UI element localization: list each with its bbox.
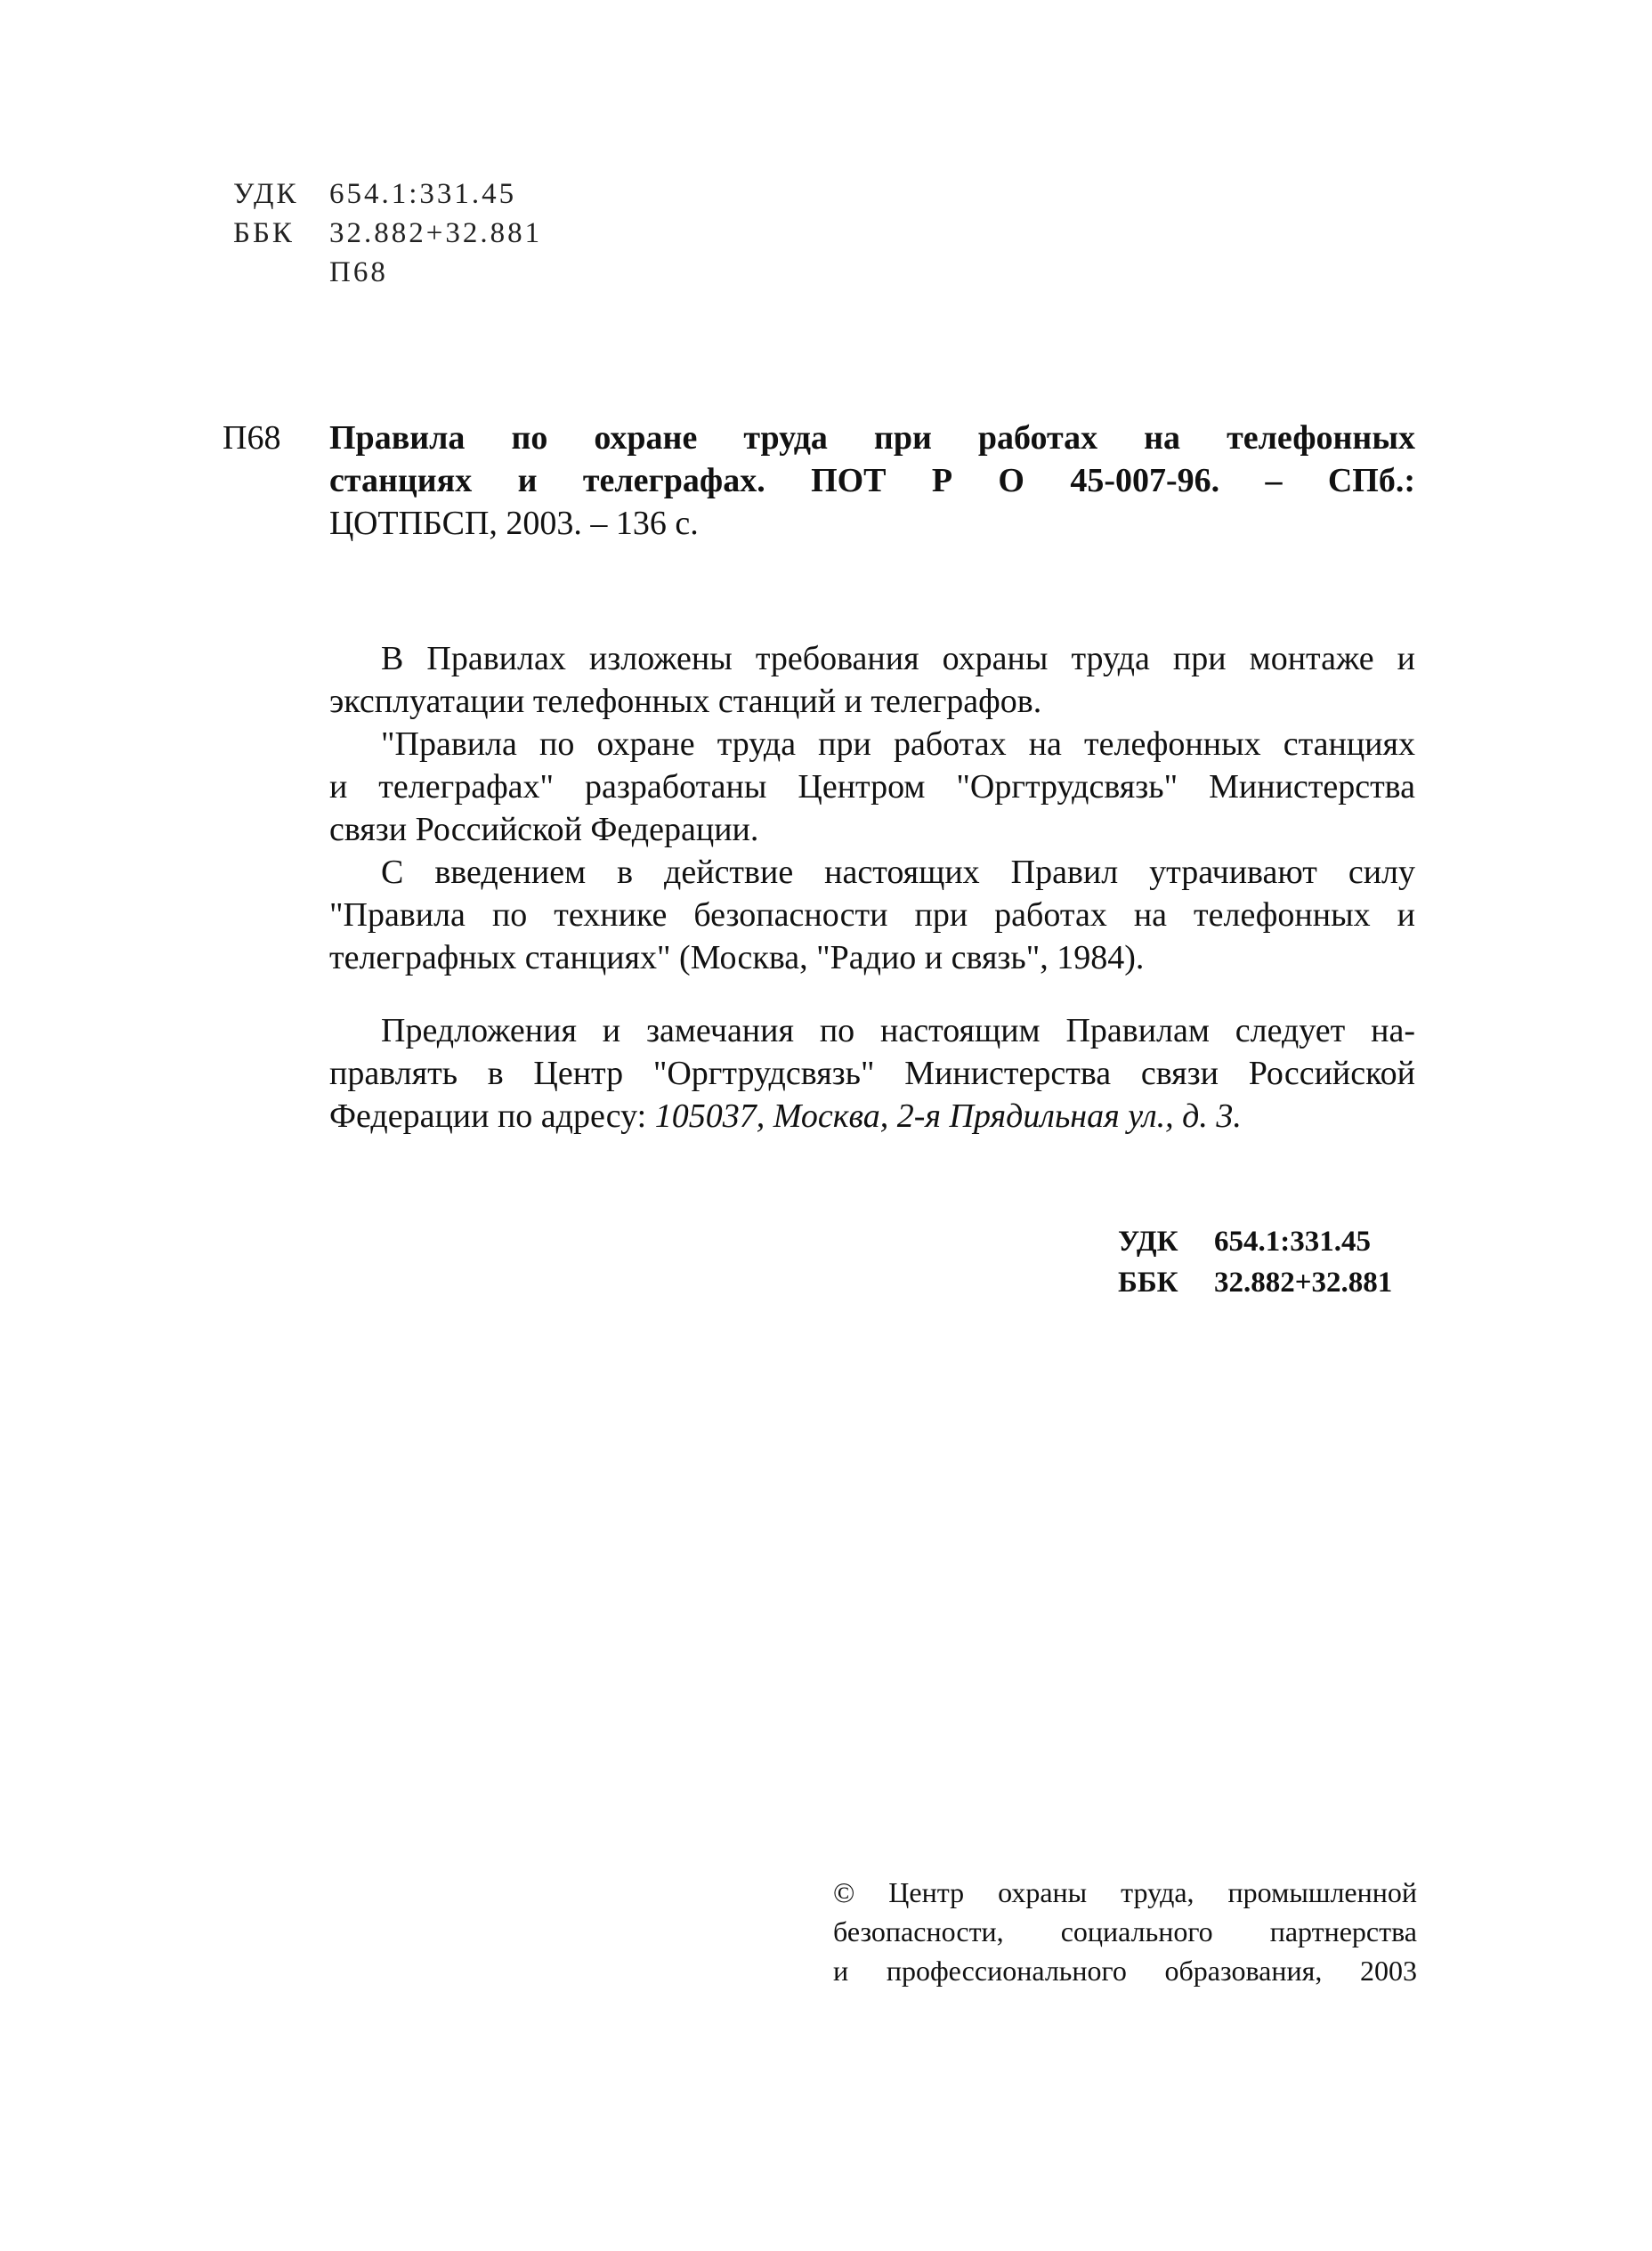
udk-row-bottom bbox=[1118, 1221, 1392, 1262]
postal-address: 105037, Москва, 2-я Прядильная ул., д. 3. bbox=[654, 1097, 1242, 1135]
bbk-row-bottom bbox=[1118, 1262, 1392, 1303]
bbk-value: 32.882+32.881 bbox=[329, 217, 543, 249]
abstract bbox=[329, 637, 1415, 979]
bbk-label: ББК bbox=[233, 217, 295, 249]
copyright-notice bbox=[833, 1873, 1417, 1990]
feedback-line-address bbox=[329, 1095, 1415, 1138]
abstract-line: "Правила по технике безопасности при работах на телефонных и bbox=[329, 896, 1415, 934]
title-line-publisher: ЦОТПБСП, 2003. – 136 с. bbox=[329, 505, 699, 542]
feedback-prefix: Федерации по адресу: bbox=[329, 1097, 655, 1135]
feedback-paragraph bbox=[329, 1009, 1415, 1138]
classification-bottom bbox=[1118, 1221, 1392, 1303]
bibliographic-title bbox=[329, 417, 1415, 545]
title-author-code: П68 bbox=[223, 419, 281, 457]
feedback-line: правлять в Центр "Оргтрудсвязь" Министерства связи Российской bbox=[329, 1055, 1415, 1092]
abstract-line: связи Российской Федерации. bbox=[329, 811, 759, 848]
bbk-row-top bbox=[233, 214, 542, 253]
copyright-line: © Центр охраны труда, промышленной bbox=[833, 1876, 1417, 1908]
author-code: П68 bbox=[329, 256, 388, 288]
feedback-line: Предложения и замечания по настоящим Правилам следует на- bbox=[381, 1012, 1415, 1049]
udk-value: 654.1:331.45 bbox=[329, 178, 517, 210]
udk-row-top bbox=[233, 174, 542, 214]
copyright-line: и профессионального образования, 2003 bbox=[833, 1955, 1417, 1987]
abstract-line: телеграфных станциях" (Москва, "Радио и связь", 1984). bbox=[329, 939, 1145, 976]
title-line: станциях и телеграфах. ПОТ Р О 45-007-96. – СПб.: bbox=[329, 462, 1415, 499]
abstract-line: В Правилах изложены требования охраны труда при монтаже и bbox=[381, 640, 1415, 677]
title-line: Правила по охране труда при работах на телефонных bbox=[329, 419, 1415, 457]
abstract-line: "Правила по охране труда при работах на телефонных станциях bbox=[381, 725, 1415, 763]
classification-top bbox=[233, 174, 542, 292]
abstract-line: С введением в действие настоящих Правил утрачивают силу bbox=[381, 854, 1415, 891]
udk-label: УДК bbox=[1118, 1226, 1178, 1258]
abstract-line: и телеграфах" разработаны Центром "Оргтрудсвязь" Министерства bbox=[329, 768, 1415, 806]
udk-value: 654.1:331.45 bbox=[1214, 1226, 1371, 1258]
udk-label: УДК bbox=[233, 178, 299, 210]
abstract-line: эксплуатации телефонных станций и телеграфов. bbox=[329, 683, 1042, 720]
bbk-label: ББК bbox=[1118, 1267, 1178, 1299]
bbk-value: 32.882+32.881 bbox=[1214, 1267, 1393, 1299]
copyright-line: безопасности, социального партнерства bbox=[833, 1915, 1417, 1947]
